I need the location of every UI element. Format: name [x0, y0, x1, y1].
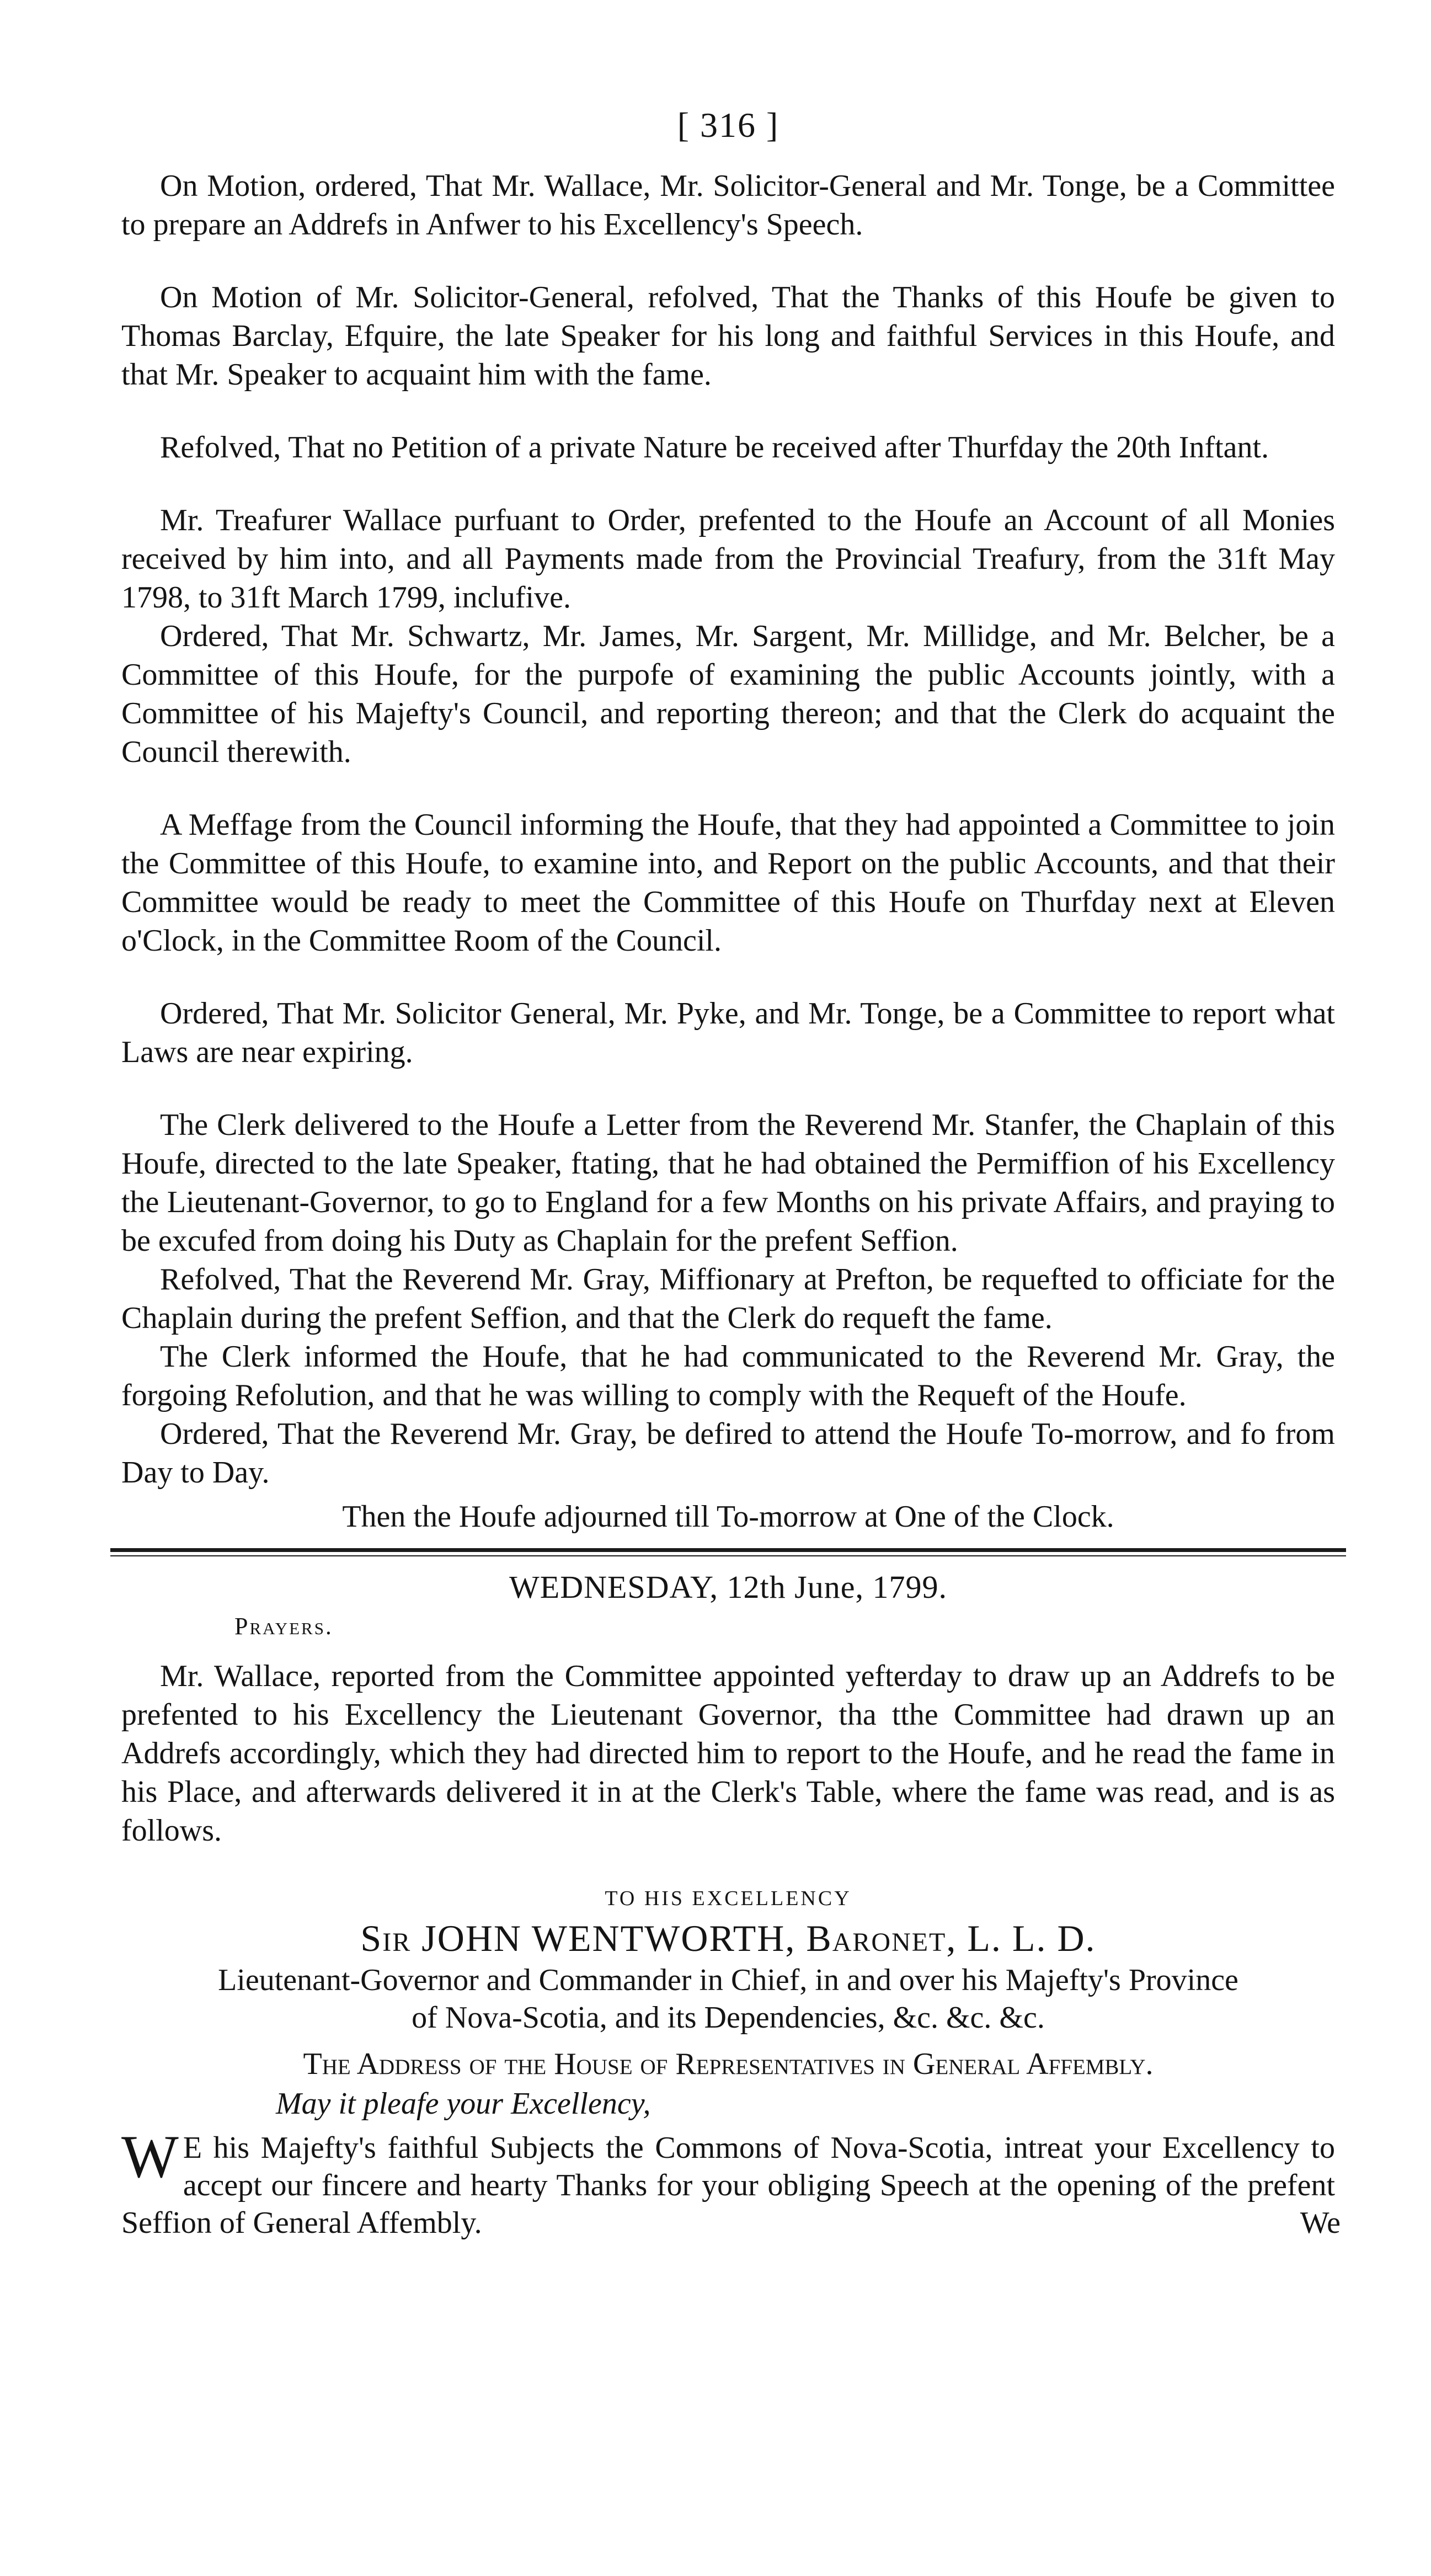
paragraph-gray-attend: Ordered, That the Reverend Mr. Gray, be defired to attend the Houfe To-morrow, and fo from Day to Day.: [121, 1417, 1335, 1490]
page-number: [ 316 ]: [677, 105, 779, 145]
section-divider-thick: [110, 1548, 1346, 1552]
paragraph-petition-deadline: Refolved, That no Petition of a private Nature be received after Thurfday the 20th Inftant.: [160, 430, 1269, 465]
governor-title-line-2: of Nova-Scotia, and its Dependencies, &c. &c. &c.: [412, 2001, 1045, 2035]
date-heading: WEDNESDAY, 12th June, 1799.: [509, 1569, 947, 1605]
to-his-excellency: TO HIS EXCELLENCY: [605, 1887, 852, 1910]
drop-capital: W: [121, 2123, 179, 2190]
paragraph-council-message: A Meffage from the Council informing the Houfe, that they had appointed a Committee to join the Committee of this Houfe, to examine into, and Report on the public Accounts, and that their Committee would be ready to meet the Committee of this Houfe on Thurfday next at Eleven o'Clock, in the Committee Room of the Council.: [121, 808, 1335, 958]
paragraph-committee-address: On Motion, ordered, That Mr. Wallace, Mr. Solicitor-General and Mr. Tonge, be a Committee to prepare an Addrefs in Anfwer to his Excellency's Speech.: [121, 169, 1335, 242]
salutation: May it pleafe your Excellency,: [276, 2087, 651, 2121]
section-divider-thin: [110, 1555, 1346, 1556]
journal-page: [121, 105, 1341, 2242]
adjournment-line: Then the Houfe adjourned till To-morrow at One of the Clock.: [342, 1500, 1114, 1534]
paragraph-wallace-report: Mr. Wallace, reported from the Committee appointed yefterday to draw up an Addrefs to be prefented to his Excellency the Lieutenant Governor, tha tthe Committee had drawn up an Addrefs accordingly, which they had directed him to report to the Houfe, and he read the fame in his Place, and afterwards delivered it in at the Clerk's Table, where the fame was read, and is as follows.: [121, 1659, 1335, 1848]
addressee-name: Sir JOHN WENTWORTH, Baronet, L. L. D.: [360, 1917, 1096, 1959]
paragraph-laws-expiring: Ordered, That Mr. Solicitor General, Mr. Pyke, and Mr. Tonge, be a Committee to report what Laws are near expiring.: [121, 996, 1335, 1069]
prayers-label: Prayers.: [234, 1613, 333, 1640]
address-heading: The Address of the House of Representatives in General Affembly.: [303, 2047, 1154, 2081]
paragraph-gray-officiate: Refolved, That the Reverend Mr. Gray, Miffionary at Prefton, be requefted to officiate for the Chaplain during the prefent Seffion, and that the Clerk do requeft the fame.: [121, 1262, 1335, 1335]
governor-title-line-1: Lieutenant-Governor and Commander in Chief, in and over his Majefty's Province: [218, 1963, 1238, 1997]
address-opening-text: E his Majefty's faithful Subjects the Commons of Nova-Scotia, intreat your Excellency to accept our fincere and hearty Thanks for your obliging Speech at the opening of the prefent Seffion of General Affembly.: [121, 2131, 1335, 2240]
paragraph-thanks-barclay: On Motion of Mr. Solicitor-General, refolved, That the Thanks of this Houfe be given to Thomas Barclay, Efquire, the late Speaker for his long and faithful Services in this Houfe, and that Mr. Speaker to acquaint him with the fame.: [121, 280, 1335, 392]
catchword: We: [1300, 2206, 1341, 2240]
paragraph-clerk-informed: The Clerk informed the Houfe, that he had communicated to the Reverend Mr. Gray, the forgoing Refolution, and that he was willing to comply with the Requeft of the Houfe.: [121, 1340, 1335, 1412]
paragraph-chaplain-letter: The Clerk delivered to the Houfe a Letter from the Reverend Mr. Stanfer, the Chaplain of this Houfe, directed to the late Speaker, ftating, that he had obtained the Permiffion of his Excellency the Lieutenant-Governor, to go to England for a few Months on his private Affairs, and praying to be excufed from doing his Duty as Chaplain for the prefent Seffion.: [121, 1108, 1335, 1258]
paragraph-accounts-committee: Ordered, That Mr. Schwartz, Mr. James, Mr. Sargent, Mr. Millidge, and Mr. Belcher, be a Committee of this Houfe, for the purpofe of examining the public Accounts jointly, with a Committee of his Majefty's Council, and reporting thereon; and that the Clerk do acquaint the Council therewith.: [121, 619, 1335, 769]
paragraph-treasurer-account: Mr. Treafurer Wallace purfuant to Order, prefented to the Houfe an Account of all Monies received by him into, and all Payments made from the Provincial Treafury, from the 31ft May 1798, to 31ft March 1799, inclufive.: [121, 503, 1335, 615]
